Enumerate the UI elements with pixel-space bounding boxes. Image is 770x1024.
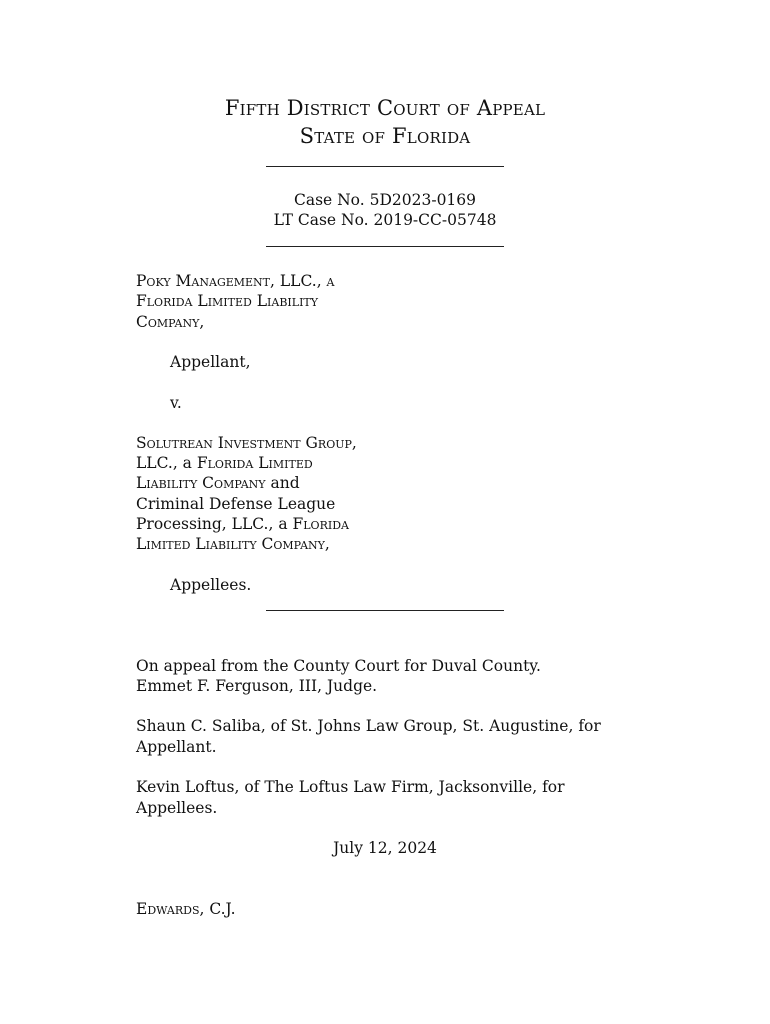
trial-judge: Emmet F. Ferguson, III, Judge.	[136, 677, 378, 695]
appellant-role: Appellant,	[170, 353, 251, 371]
appellee-name-line	[136, 453, 313, 474]
appellee-text: Processing, LLC., a	[136, 515, 293, 533]
appellee-text: and	[265, 474, 300, 492]
court-state: State of Florida	[299, 124, 471, 148]
divider-rule	[266, 610, 504, 611]
appeal-origin: On appeal from the County Court for Duval County.	[136, 657, 541, 675]
appellee-name-line	[136, 473, 300, 494]
counsel-appellant-cont: Appellant.	[136, 738, 217, 756]
appellee-text-smallcaps: Liability Company	[136, 474, 266, 492]
appellee-name-line: Limited Liability Company,	[136, 535, 330, 553]
court-name: Fifth District Court of Appeal	[224, 96, 546, 120]
counsel-appellees: Kevin Loftus, of The Loftus Law Firm, Jacksonville, for	[136, 778, 565, 796]
appellee-text: LLC., a	[136, 454, 197, 472]
appellee-text-smallcaps: Florida Limited	[196, 454, 313, 472]
appellant-name-line: Poky Management, LLC., a	[136, 272, 335, 290]
decision-date: July 12, 2024	[333, 839, 437, 857]
opinion-author: Edwards, C.J.	[136, 900, 236, 918]
lower-tribunal-case-number: LT Case No. 2019-CC-05748	[273, 211, 497, 229]
appellant-name-line: Florida Limited Liability	[136, 292, 319, 310]
divider-rule	[266, 246, 504, 247]
appellees-role: Appellees.	[170, 576, 252, 594]
case-number: Case No. 5D2023-0169	[293, 191, 477, 209]
divider-rule	[266, 166, 504, 167]
appellee-name-line: Criminal Defense League	[136, 495, 336, 513]
appellant-name-line: Company,	[136, 313, 205, 331]
counsel-appellant: Shaun C. Saliba, of St. Johns Law Group, St. Augustine, for	[136, 717, 601, 735]
appellee-text-smallcaps: Florida	[292, 515, 349, 533]
versus: v.	[170, 394, 182, 412]
counsel-appellees-cont: Appellees.	[136, 799, 218, 817]
appellee-name-line: Solutrean Investment Group,	[136, 434, 357, 452]
appellee-name-line	[136, 514, 349, 535]
